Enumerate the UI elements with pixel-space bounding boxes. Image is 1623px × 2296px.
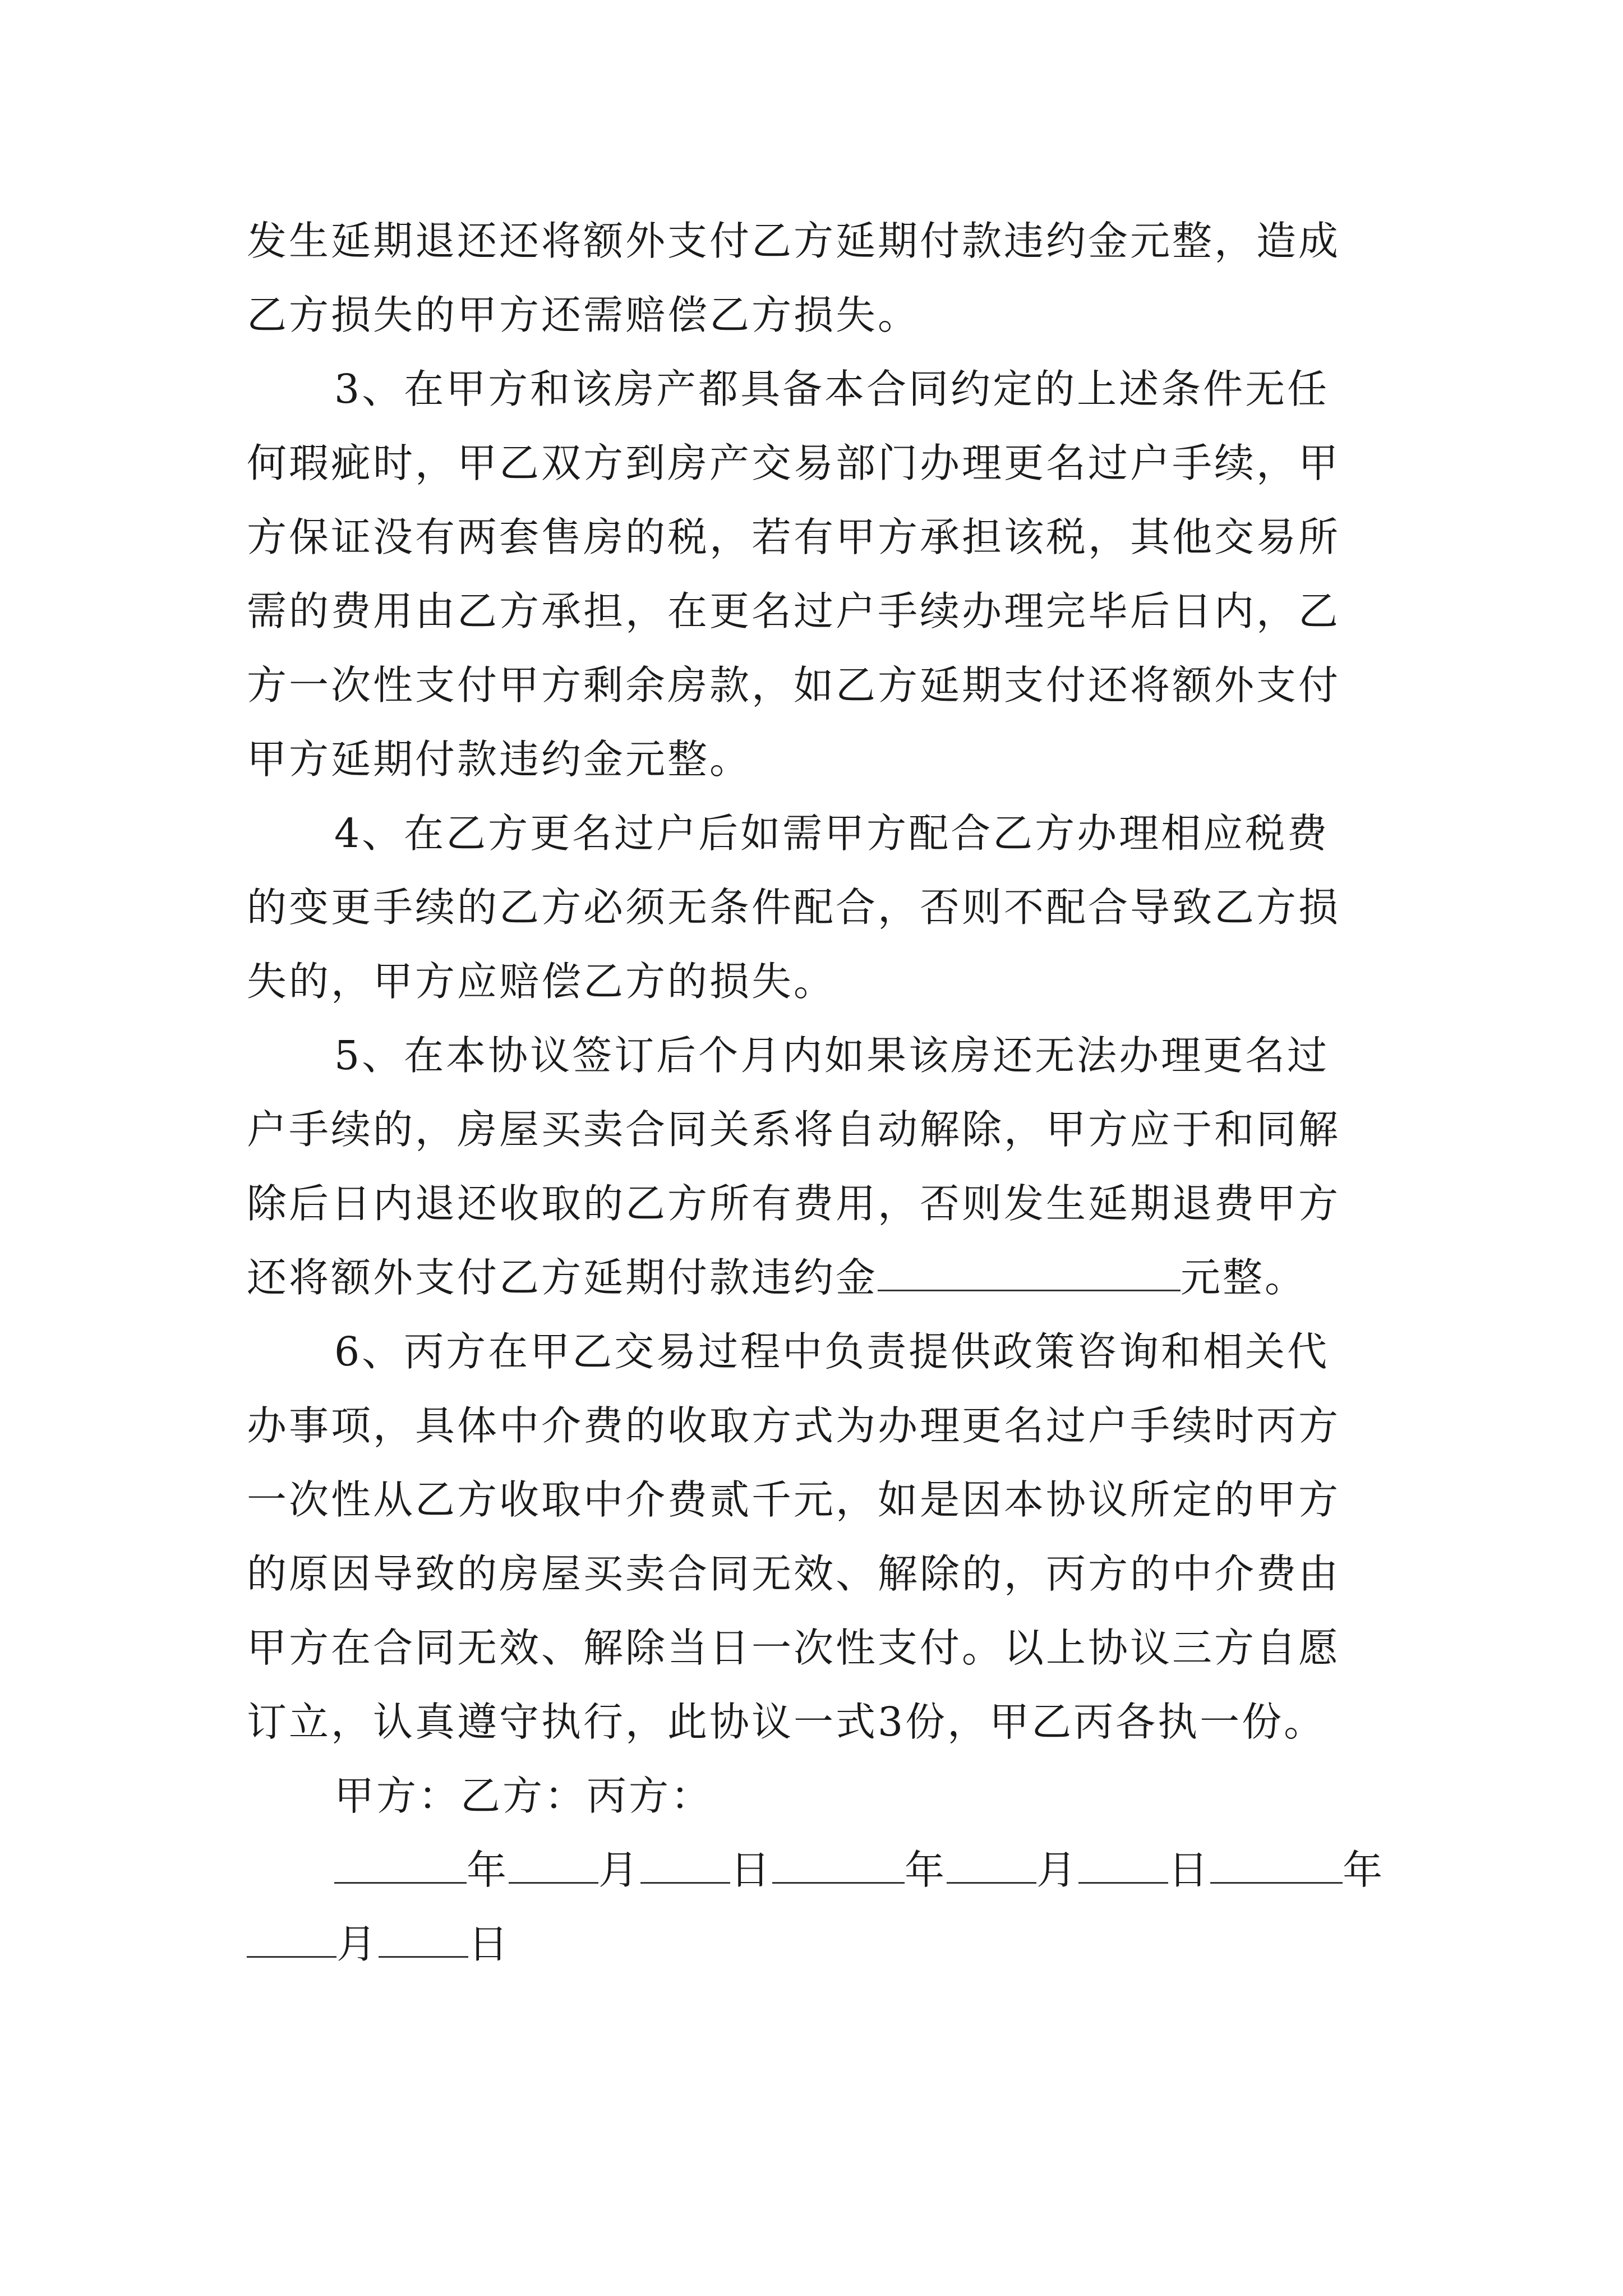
- penalty-amount-blank: [878, 1245, 1181, 1291]
- party-c-day-blank: [379, 1911, 468, 1958]
- clause-6-line-5: 甲方在合同无效、解除当日一次性支付。以上协议三方自愿: [247, 1625, 1341, 1671]
- party-a-day-label: 日: [730, 1847, 773, 1893]
- clause-6-line-3: 一次性从乙方收取中介费贰千元，如是因本协议所定的甲方: [247, 1476, 1341, 1523]
- party-b-year-label: 年: [905, 1847, 947, 1893]
- clause-5-line-2: 户手续的，房屋买卖合同关系将自动解除，甲方应于和同解: [247, 1106, 1341, 1153]
- party-c-year-label: 年: [1343, 1847, 1385, 1893]
- party-a-month-label: 月: [598, 1847, 641, 1893]
- clause-6-line-4: 的原因导致的房屋买卖合同无效、解除的，丙方的中介费由: [247, 1550, 1341, 1597]
- clause-4-line-3: 失的，甲方应赔偿乙方的损失。: [247, 958, 836, 1005]
- clause-6-line-6: 订立，认真遵守执行，此协议一式3份，甲乙丙各执一份。: [247, 1699, 1326, 1745]
- party-a-month-blank: [509, 1837, 598, 1884]
- signature-dates-row-2: [247, 1911, 510, 1978]
- clause-5-line-4-suffix: 元整。: [1181, 1254, 1307, 1301]
- party-c-year-blank: [1210, 1837, 1343, 1884]
- clause-5-line-4: [247, 1244, 1307, 1312]
- text-line-1: 发生延期退还还将额外支付乙方延期付款违约金元整，造成: [247, 218, 1341, 264]
- clause-3-line-6: 甲方延期付款违约金元整。: [247, 736, 752, 783]
- signature-parties: 甲方：乙方：丙方：: [334, 1773, 713, 1819]
- signature-dates-row-1: [334, 1837, 1385, 1904]
- party-b-month-blank: [947, 1837, 1036, 1884]
- clause-5-line-3: 除后日内退还收取的乙方所有费用，否则发生延期退费甲方: [247, 1180, 1341, 1227]
- party-c-day-label: 日: [468, 1921, 511, 1967]
- clause-5-line-1: 5、在本协议签订后个月内如果该房还无法办理更名过: [334, 1032, 1330, 1079]
- party-a-year-blank: [334, 1837, 467, 1884]
- clause-3-line-2: 何瑕疵时，甲乙双方到房产交易部门办理更名过户手续，甲: [247, 440, 1341, 486]
- party-c-month-label: 月: [336, 1921, 379, 1967]
- clause-6-line-2: 办事项，具体中介费的收取方式为办理更名过户手续时丙方: [247, 1402, 1341, 1449]
- party-b-year-blank: [772, 1837, 905, 1884]
- clause-3-line-1: 3、在甲方和该房产都具备本合同约定的上述条件无任: [334, 366, 1330, 412]
- text-line-2: 乙方损失的甲方还需赔偿乙方损失。: [247, 292, 920, 338]
- party-b-month-label: 月: [1036, 1847, 1079, 1893]
- clause-3-line-4: 需的费用由乙方承担，在更名过户手续办理完毕后日内，乙: [247, 588, 1341, 634]
- party-a-year-label: 年: [467, 1847, 509, 1893]
- party-b-day-blank: [1078, 1837, 1168, 1884]
- clause-4-line-1: 4、在乙方更名过户后如需甲方配合乙方办理相应税费: [334, 810, 1330, 857]
- clause-3-line-5: 方一次性支付甲方剩余房款，如乙方延期支付还将额外支付: [247, 662, 1341, 708]
- party-c-month-blank: [247, 1911, 336, 1958]
- clause-3-line-3: 方保证没有两套售房的税，若有甲方承担该税，其他交易所: [247, 514, 1341, 560]
- party-b-day-label: 日: [1168, 1847, 1211, 1893]
- party-a-day-blank: [640, 1837, 730, 1884]
- clause-6-line-1: 6、丙方在甲乙交易过程中负责提供政策咨询和相关代: [334, 1328, 1330, 1375]
- clause-4-line-2: 的变更手续的乙方必须无条件配合，否则不配合导致乙方损: [247, 884, 1341, 931]
- clause-5-line-4-text: 还将额外支付乙方延期付款违约金: [247, 1254, 878, 1301]
